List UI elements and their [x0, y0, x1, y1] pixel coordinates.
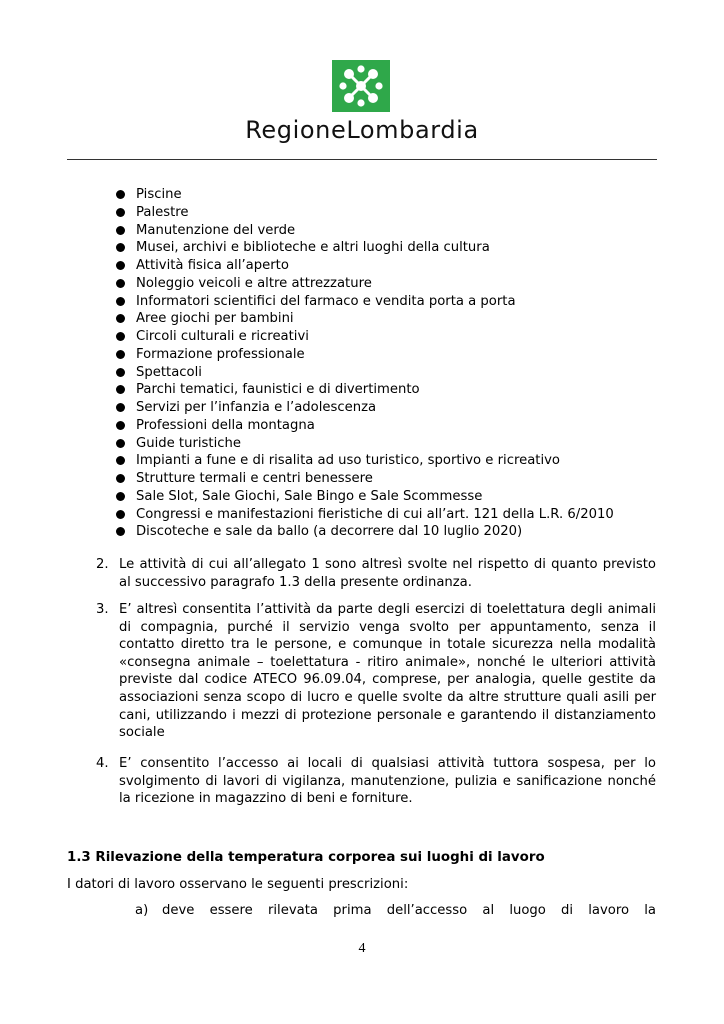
bullet-text: Informatori scientifici del farmaco e vendita porta a porta — [136, 293, 516, 309]
bullet-dot-icon — [116, 527, 125, 536]
sub-item-a — [135, 903, 656, 918]
numbered-item-2 — [96, 556, 656, 591]
bullet-item — [136, 417, 315, 434]
sub-item-text — [162, 903, 656, 918]
bullet-dot-icon — [116, 385, 125, 394]
sub-item-word: essere — [209, 903, 253, 918]
item-text: E’ altresì consentita l’attività da parte degli esercizi di toelettatura degli animali di compagnia, purché il servizio venga svolto per appuntamento, senza il contatto diretto tra le persone, e comunque in totale sicurezza nella modalità «consegna animale – toelettatura - ritiro animale», nonché le ulteriori attività previste dal codice ATECO 96.09.04, comprese, per analogia, quelle gestite da associazioni senza scopo di lucro e quelle svolte da altre strutture quali asili per cani, utilizzando i mezzi di protezione personale e garantendo il distanziamento sociale — [119, 602, 656, 741]
bullet-dot-icon — [116, 314, 125, 323]
sub-item-word: prima — [333, 903, 372, 918]
bullet-dot-icon — [116, 350, 125, 359]
bullet-item — [136, 488, 482, 505]
bullet-item — [136, 222, 295, 239]
bullet-dot-icon — [116, 421, 125, 430]
item-number: 3. — [96, 602, 109, 617]
bullet-dot-icon — [116, 474, 125, 483]
bullet-text: Parchi tematici, faunistici e di divertimento — [136, 382, 420, 398]
bullet-text: Manutenzione del verde — [136, 222, 296, 238]
bullet-text: Sale Slot, Sale Giochi, Sale Bingo e Sale Scommesse — [136, 488, 483, 504]
numbered-item-3 — [96, 601, 656, 742]
bullet-text: Attività fisica all’aperto — [136, 258, 289, 273]
bullet-text: Professioni della montagna — [136, 417, 315, 433]
bullet-text: Palestre — [136, 204, 189, 220]
sub-item-word: rilevata — [267, 903, 318, 918]
bullet-item — [136, 293, 516, 310]
bullet-dot-icon — [116, 226, 125, 235]
bullet-dot-icon — [116, 403, 125, 412]
numbered-item-4 — [96, 755, 656, 808]
bullet-text: Circoli culturali e ricreativi — [136, 329, 309, 344]
header-divider — [67, 159, 657, 160]
bullet-dot-icon — [116, 492, 125, 501]
item-text: Le attività di cui all’allegato 1 sono altresì svolte nel rispetto di quanto previsto al successivo paragrafo 1.3 della presente ordinanza. — [119, 557, 656, 590]
sub-item-label: a) — [135, 903, 149, 918]
bullet-text: Noleggio veicoli e altre attrezzature — [136, 275, 372, 291]
bullet-text: Spettacoli — [136, 364, 202, 380]
bullet-dot-icon — [116, 208, 125, 217]
bullet-dot-icon — [116, 279, 125, 288]
bullet-item — [136, 204, 189, 221]
section-intro: I datori di lavoro osservano le seguenti prescrizioni: — [67, 877, 409, 892]
sub-item-word: deve — [162, 903, 195, 918]
bullet-text: Impianti a fune e di risalita ad uso turistico, sportivo e ricreativo — [136, 453, 560, 469]
bullet-item — [136, 186, 182, 203]
bullet-dot-icon — [116, 368, 125, 377]
bullet-dot-icon — [116, 297, 125, 306]
bullet-item — [136, 328, 309, 345]
bullet-text: Musei, archivi e biblioteche e altri luoghi della cultura — [136, 240, 490, 256]
bullet-item — [136, 310, 294, 327]
bullet-item — [136, 364, 202, 381]
bullet-text: Guide turistiche — [136, 435, 241, 451]
bullet-item — [136, 470, 373, 487]
item-text: E’ consentito l’accesso ai locali di qualsiasi attività tuttora sospesa, per lo svolgimento di lavori di vigilanza, manutenzione, pulizia e sanificazione nonché la ricezione in magazzino di beni e forniture. — [119, 756, 656, 807]
bullet-text: Discoteche e sale da ballo (a decorrere dal 10 luglio 2020) — [136, 524, 523, 540]
bullet-item — [136, 506, 614, 523]
rosa-camuna-icon — [332, 60, 390, 112]
bullet-dot-icon — [116, 190, 125, 199]
item-number: 2. — [96, 557, 109, 572]
bullet-item — [136, 275, 372, 292]
bullet-dot-icon — [116, 510, 125, 519]
bullet-text: Congressi e manifestazioni fieristiche di cui all’art. 121 della L.R. 6/2010 — [136, 506, 614, 522]
item-number: 4. — [96, 756, 109, 771]
bullet-item — [136, 452, 560, 469]
bullet-item — [136, 381, 420, 398]
bullet-item — [136, 435, 241, 452]
bullet-item — [136, 346, 305, 363]
regione-lombardia-logo-icon — [332, 60, 390, 112]
sub-item-word: lavoro — [588, 903, 630, 918]
sub-item-word: al — [482, 903, 495, 918]
page-number: 4 — [358, 941, 366, 956]
bullet-dot-icon — [116, 439, 125, 448]
sub-item-word: dell’accesso — [386, 903, 468, 918]
section-heading: 1.3 Rilevazione della temperatura corporea sui luoghi di lavoro — [67, 850, 545, 865]
bullet-text: Piscine — [136, 187, 182, 202]
bullet-text: Aree giochi per bambini — [136, 311, 294, 327]
bullet-dot-icon — [116, 261, 125, 270]
bullet-item — [136, 523, 522, 540]
brand-name: RegioneLombardia — [245, 116, 479, 144]
bullet-text: Servizi per l’infanzia e l’adolescenza — [136, 400, 377, 415]
bullet-text: Strutture termali e centri benessere — [136, 471, 373, 486]
bullet-dot-icon — [116, 456, 125, 465]
bullet-item — [136, 239, 490, 256]
sub-item-word: luogo — [509, 903, 546, 918]
bullet-text: Formazione professionale — [136, 346, 305, 362]
bullet-item — [136, 257, 289, 274]
sub-item-word: di — [561, 903, 574, 918]
bullet-item — [136, 399, 376, 416]
bullet-dot-icon — [116, 332, 125, 341]
bullet-dot-icon — [116, 243, 125, 252]
sub-item-word: la — [644, 903, 656, 918]
